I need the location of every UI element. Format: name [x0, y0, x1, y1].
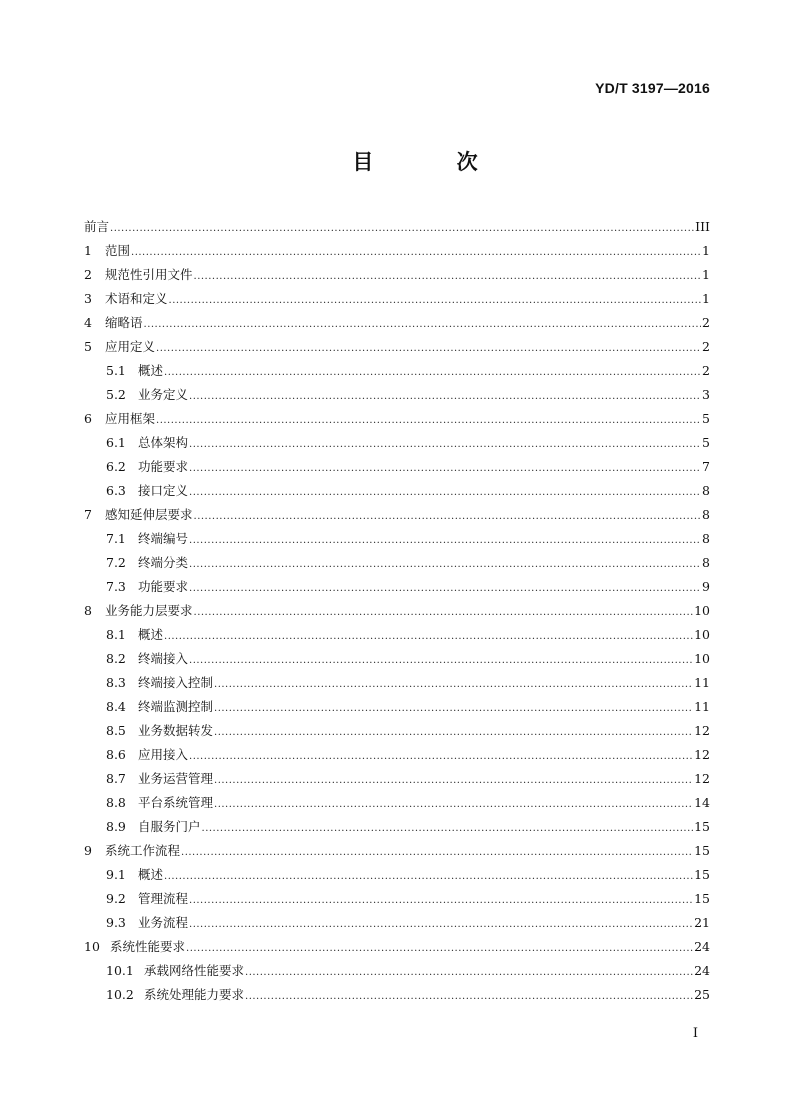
- toc-entry-label: 系统性能要求: [110, 939, 186, 954]
- toc-entry-page: 1: [702, 291, 710, 306]
- dot-leader: [189, 913, 693, 937]
- standard-code: YD/T 3197—2016: [595, 80, 710, 96]
- toc-entry-page: 25: [694, 987, 710, 1002]
- toc-entry-page: 12: [694, 747, 710, 762]
- toc-entry[interactable]: [84, 887, 710, 911]
- toc-entry-label: 概述: [138, 627, 164, 642]
- dot-leader: [194, 265, 702, 289]
- toc-entry[interactable]: [84, 743, 710, 767]
- toc-entry[interactable]: [84, 863, 710, 887]
- toc-entry-page: 10: [694, 603, 710, 618]
- toc-entry[interactable]: [84, 215, 710, 239]
- toc-entry[interactable]: [84, 359, 710, 383]
- toc-entry-page: 15: [694, 843, 710, 858]
- toc-entry-page: 24: [694, 963, 710, 978]
- toc-entry-number: 6.2: [106, 459, 126, 474]
- dot-leader: [245, 985, 693, 1009]
- dot-leader: [181, 841, 693, 865]
- toc-entry-number: 3: [84, 291, 92, 306]
- toc-entry[interactable]: [84, 383, 710, 407]
- dot-leader: [164, 625, 693, 649]
- toc-entry-number: 5: [84, 339, 92, 354]
- toc-entry-label: 终端编号: [138, 531, 189, 546]
- toc-entry[interactable]: [84, 551, 710, 575]
- toc-entry-label: 终端监测控制: [138, 699, 214, 714]
- toc-entry-number: 8.2: [106, 651, 126, 666]
- toc-entry-number: 7.1: [106, 531, 126, 546]
- toc-entry-label: 范围: [105, 243, 131, 258]
- toc-entry-number: 2: [84, 267, 92, 282]
- toc-entry-number: 8.3: [106, 675, 126, 690]
- toc-entry-page: 1: [702, 267, 710, 282]
- dot-leader: [189, 649, 693, 673]
- toc-entry-page: 10: [694, 651, 710, 666]
- toc-entry-page: 10: [694, 627, 710, 642]
- toc-entry-page: 5: [702, 411, 710, 426]
- dot-leader: [202, 817, 694, 841]
- toc-entry-number: 8.7: [106, 771, 126, 786]
- page-number: I: [692, 1026, 698, 1041]
- dot-leader: [131, 241, 701, 265]
- toc-entry-page: 9: [702, 579, 710, 594]
- toc-entry-label: 管理流程: [138, 891, 189, 906]
- toc-entry-number: 9.3: [106, 915, 126, 930]
- toc-entry-page: 2: [702, 339, 710, 354]
- dot-leader: [194, 601, 694, 625]
- toc-entry[interactable]: [84, 455, 710, 479]
- dot-leader: [189, 481, 701, 505]
- dot-leader: [156, 409, 701, 433]
- toc-entry-page: 7: [702, 459, 710, 474]
- toc-entry-label: 终端分类: [138, 555, 189, 570]
- toc-entry[interactable]: [84, 575, 710, 599]
- toc-entry-page: 15: [694, 819, 710, 834]
- toc-entry-number: 7: [84, 507, 92, 522]
- toc-entry-label: 系统工作流程: [105, 843, 181, 858]
- dot-leader: [214, 793, 693, 817]
- toc-entry-number: 5.2: [106, 387, 126, 402]
- toc-entry[interactable]: [84, 527, 710, 551]
- toc-entry-label: 业务定义: [138, 387, 189, 402]
- toc-entry-page: 24: [694, 939, 710, 954]
- toc-entry-page: 1: [702, 243, 710, 258]
- toc-entry[interactable]: [84, 983, 710, 1007]
- toc-entry-page: 2: [702, 315, 710, 330]
- toc-entry-label: 应用定义: [105, 339, 156, 354]
- dot-leader: [214, 769, 693, 793]
- toc-entry[interactable]: [84, 263, 710, 287]
- toc-entry-number: 5.1: [106, 363, 126, 378]
- dot-leader: [189, 745, 693, 769]
- toc-entry-page: 8: [702, 555, 710, 570]
- toc-entry-number: 9: [84, 843, 92, 858]
- toc-entry-page: 15: [694, 891, 710, 906]
- toc-entry-page: 14: [694, 795, 710, 810]
- toc-entry-label: 功能要求: [138, 459, 189, 474]
- toc-entry-number: 8.4: [106, 699, 126, 714]
- dot-leader: [189, 457, 701, 481]
- toc-entry-label: 规范性引用文件: [105, 267, 193, 282]
- toc-entry-number: 10: [84, 939, 100, 954]
- toc-entry-number: 8.1: [106, 627, 126, 642]
- toc-entry-number: 6: [84, 411, 92, 426]
- toc-entry-label: 前言: [84, 219, 110, 234]
- dot-leader: [164, 865, 693, 889]
- toc-entry-label: 业务运营管理: [138, 771, 214, 786]
- toc-entry-page: 3: [702, 387, 710, 402]
- toc-entry[interactable]: [84, 791, 710, 815]
- toc-entry-label: 应用框架: [105, 411, 156, 426]
- toc-entry-number: 8: [84, 603, 92, 618]
- dot-leader: [214, 697, 693, 721]
- toc-entry-page: 15: [694, 867, 710, 882]
- toc-entry-label: 概述: [138, 363, 164, 378]
- toc-entry[interactable]: [84, 311, 710, 335]
- toc-entry[interactable]: [84, 815, 710, 839]
- toc-entry-label: 功能要求: [138, 579, 189, 594]
- toc-entry[interactable]: [84, 599, 710, 623]
- toc-entry[interactable]: [84, 503, 710, 527]
- toc-entry[interactable]: [84, 719, 710, 743]
- dot-leader: [189, 529, 701, 553]
- dot-leader: [189, 553, 701, 577]
- toc-entry-label: 系统处理能力要求: [144, 987, 245, 1002]
- toc-entry[interactable]: [84, 647, 710, 671]
- toc-entry-page: 8: [702, 507, 710, 522]
- toc-entry[interactable]: [84, 623, 710, 647]
- toc-entry-label: 业务流程: [138, 915, 189, 930]
- toc-entry[interactable]: [84, 935, 710, 959]
- toc-entry[interactable]: [84, 911, 710, 935]
- dot-leader: [189, 433, 701, 457]
- toc-entry-page: 8: [702, 531, 710, 546]
- toc-entry-number: 6.3: [106, 483, 126, 498]
- toc-entry-number: 9.1: [106, 867, 126, 882]
- toc-entry-page: III: [695, 219, 710, 234]
- dot-leader: [156, 337, 701, 361]
- dot-leader: [164, 361, 701, 385]
- toc-entry-number: 8.5: [106, 723, 126, 738]
- toc-entry-page: 21: [694, 915, 710, 930]
- dot-leader: [194, 505, 702, 529]
- toc-entry-label: 接口定义: [138, 483, 189, 498]
- toc-entry-number: 10.2: [106, 987, 134, 1002]
- dot-leader: [214, 721, 693, 745]
- toc-entry-number: 6.1: [106, 435, 126, 450]
- toc-entry-number: 1: [84, 243, 92, 258]
- toc-entry-label: 术语和定义: [105, 291, 168, 306]
- toc-entry-number: 8.9: [106, 819, 126, 834]
- toc-entry-label: 承载网络性能要求: [144, 963, 245, 978]
- dot-leader: [245, 961, 693, 985]
- toc-entry[interactable]: [84, 287, 710, 311]
- toc-entry-number: 8.8: [106, 795, 126, 810]
- toc-entry-label: 平台系统管理: [138, 795, 214, 810]
- dot-leader: [189, 385, 701, 409]
- toc-entry[interactable]: [84, 239, 710, 263]
- toc-entry-label: 总体架构: [138, 435, 189, 450]
- dot-leader: [189, 889, 693, 913]
- toc-entry-label: 自服务门户: [138, 819, 201, 834]
- toc-entry-label: 应用接入: [138, 747, 189, 762]
- toc-entry[interactable]: [84, 959, 710, 983]
- dot-leader: [189, 577, 701, 601]
- toc-entry[interactable]: [84, 767, 710, 791]
- toc-entry[interactable]: [84, 839, 710, 863]
- toc-entry[interactable]: [84, 335, 710, 359]
- dot-leader: [186, 937, 693, 961]
- toc-entry-label: 缩略语: [105, 315, 143, 330]
- toc-entry-page: 8: [702, 483, 710, 498]
- toc-entry[interactable]: [84, 671, 710, 695]
- toc-entry-page: 5: [702, 435, 710, 450]
- toc-entry-number: 10.1: [106, 963, 134, 978]
- toc-entry-page: 12: [694, 723, 710, 738]
- toc-entry-page: 12: [694, 771, 710, 786]
- toc-entry[interactable]: [84, 407, 710, 431]
- dot-leader: [169, 289, 702, 313]
- toc-entry[interactable]: [84, 695, 710, 719]
- toc-entry[interactable]: [84, 431, 710, 455]
- table-of-contents: [84, 215, 710, 1007]
- dot-leader: [214, 673, 693, 697]
- toc-entry-label: 终端接入: [138, 651, 189, 666]
- toc-entry-number: 8.6: [106, 747, 126, 762]
- toc-entry[interactable]: [84, 479, 710, 503]
- toc-entry-number: 7.2: [106, 555, 126, 570]
- toc-entry-page: 11: [694, 699, 710, 714]
- toc-entry-page: 11: [694, 675, 710, 690]
- toc-entry-number: 4: [84, 315, 92, 330]
- dot-leader: [110, 217, 694, 241]
- toc-entry-label: 终端接入控制: [138, 675, 214, 690]
- toc-entry-label: 业务数据转发: [138, 723, 214, 738]
- toc-entry-number: 9.2: [106, 891, 126, 906]
- toc-entry-label: 业务能力层要求: [105, 603, 193, 618]
- toc-entry-page: 2: [702, 363, 710, 378]
- toc-entry-number: 7.3: [106, 579, 126, 594]
- toc-entry-label: 感知延伸层要求: [105, 507, 193, 522]
- page-title: 目 次: [352, 150, 516, 174]
- toc-entry-label: 概述: [138, 867, 164, 882]
- dot-leader: [144, 313, 702, 337]
